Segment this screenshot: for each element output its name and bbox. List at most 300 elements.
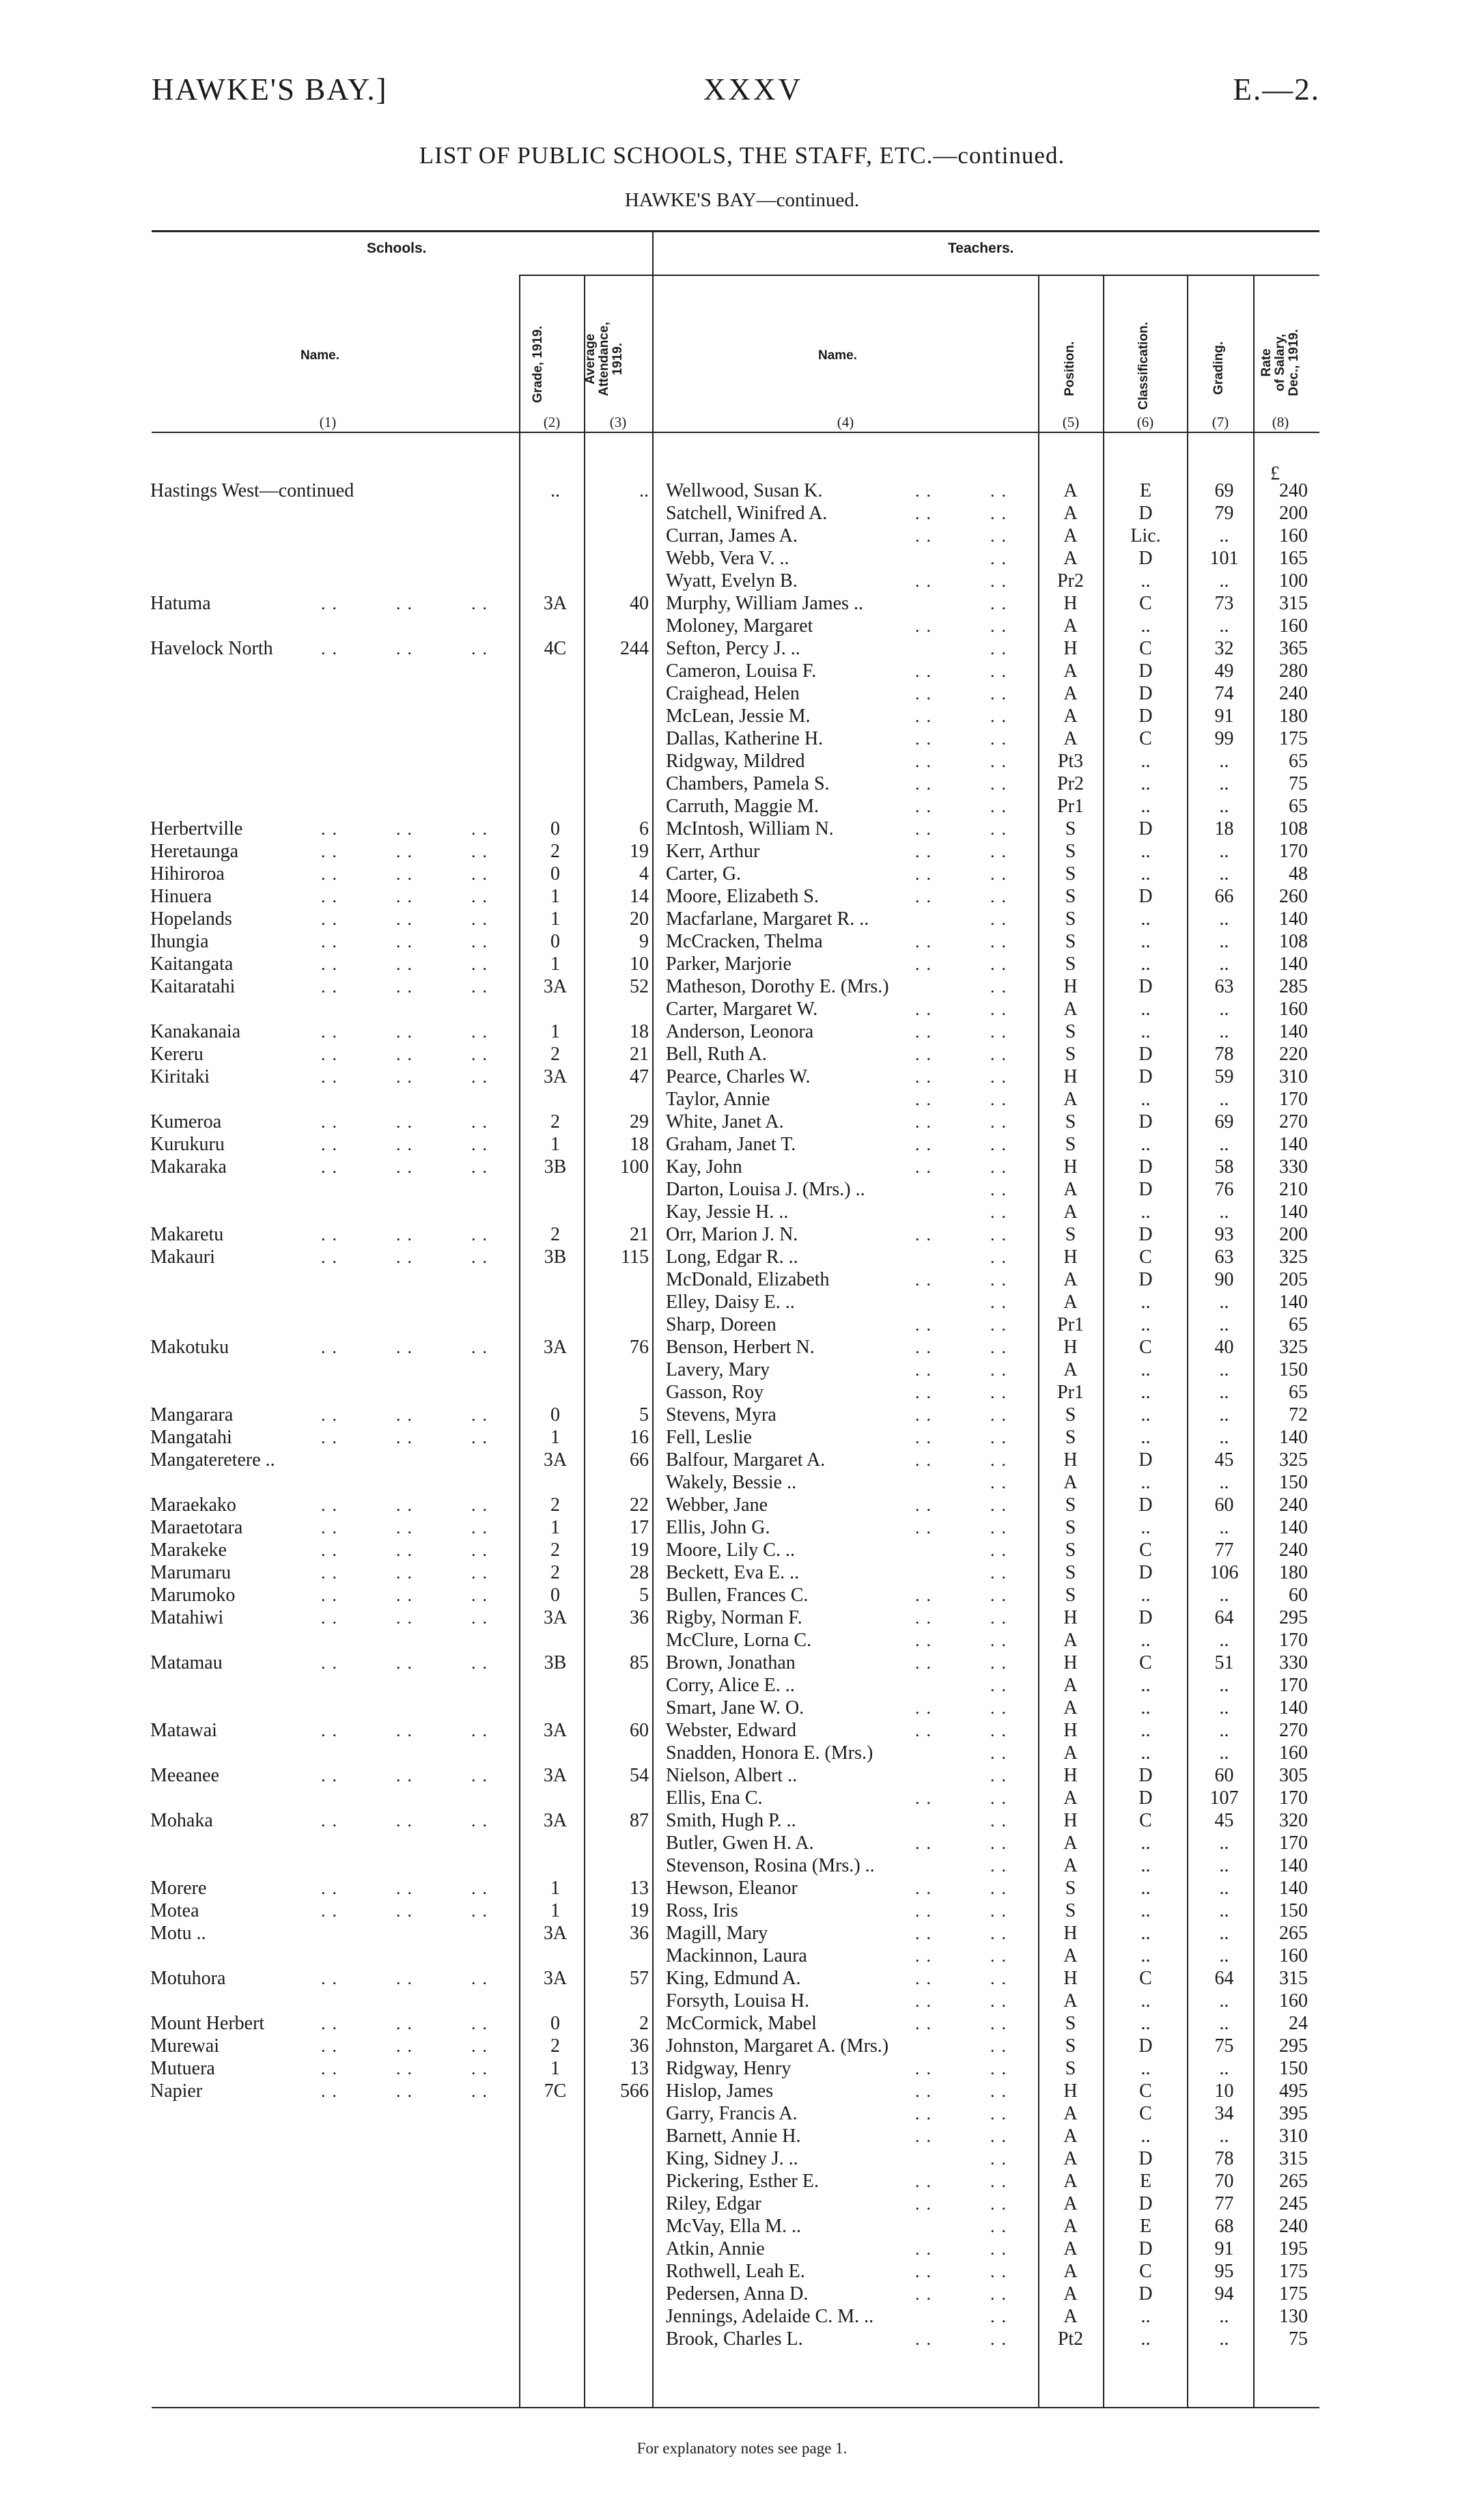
grading-cell: .. (1219, 1292, 1229, 1313)
leader-dots: .. (915, 1022, 938, 1042)
school-name-cell: Marumoko (150, 1585, 236, 1606)
table-row (0, 1742, 1484, 1764)
leader-dots: .. (471, 864, 494, 884)
leader-dots: .. (471, 841, 494, 861)
grade-cell: 1 (550, 1900, 560, 1921)
grading-cell: 77 (1214, 1540, 1234, 1561)
classification-cell: .. (1140, 1427, 1151, 1448)
leader-dots: .. (915, 1901, 938, 1921)
attendance-cell: 28 (630, 1562, 649, 1583)
table-row (0, 1449, 1484, 1471)
attendance-cell: .. (639, 480, 649, 501)
table-row (0, 2238, 1484, 2260)
leader-dots: .. (396, 1405, 419, 1425)
school-name-cell: Mutuera (150, 2058, 215, 2079)
grade-cell: 3A (543, 593, 568, 614)
leader-dots: .. (990, 616, 1013, 636)
salary-cell: 170 (1279, 1089, 1308, 1110)
classification-cell: D (1138, 1765, 1153, 1786)
leader-dots: .. (396, 887, 419, 906)
leader-dots: .. (915, 1991, 938, 2011)
teacher-name-cell: Gasson, Roy (666, 1382, 764, 1403)
leader-dots: .. (990, 2104, 1013, 2123)
teacher-name-cell: Webster, Edward (666, 1720, 796, 1741)
leader-dots: .. (915, 616, 938, 636)
teacher-name-cell: Ross, Iris (666, 1900, 738, 1921)
classification-cell: .. (1140, 1089, 1151, 1110)
salary-cell: 240 (1279, 480, 1308, 501)
position-cell: S (1065, 1224, 1076, 1245)
school-name-cell: Kiritaki (150, 1066, 210, 1087)
table-row (0, 2328, 1484, 2350)
teacher-name-cell: McVay, Ella M. .. (666, 2216, 802, 2237)
leader-dots: .. (915, 1337, 938, 1357)
position-cell: S (1065, 1111, 1076, 1132)
currency-symbol: £ (1270, 463, 1280, 484)
salary-cell: 160 (1279, 999, 1308, 1020)
table-row (0, 1899, 1484, 1922)
grade-cell: 1 (550, 908, 560, 930)
classification-cell: D (1138, 2283, 1153, 2304)
grading-cell: .. (1219, 2328, 1229, 2350)
leader-dots: .. (990, 1563, 1013, 1583)
leader-dots: .. (915, 2261, 938, 2281)
teacher-name-cell: Stevens, Myra (666, 1404, 776, 1425)
classification-cell: .. (1140, 999, 1151, 1020)
grading-cell: .. (1219, 1359, 1229, 1380)
column-number: (4) (837, 414, 854, 430)
table-row (0, 1471, 1484, 1494)
attendance-cell: 19 (630, 1900, 649, 1921)
leader-dots: .. (990, 1157, 1013, 1177)
teacher-name-cell: Elley, Daisy E. .. (666, 1292, 795, 1313)
school-name-cell: Heretaunga (150, 841, 239, 862)
classification-cell: .. (1140, 908, 1151, 930)
classification-cell: C (1139, 593, 1152, 614)
leader-dots: .. (990, 1878, 1013, 1898)
attendance-cell: 76 (630, 1337, 649, 1358)
attendance-cell: 60 (630, 1720, 649, 1741)
table-row (0, 1629, 1484, 1652)
salary-cell: 160 (1279, 1945, 1308, 1966)
classification-cell: .. (1140, 2328, 1151, 2350)
salary-heading-line: Rate (1259, 348, 1274, 377)
grading-cell: .. (1219, 1675, 1229, 1696)
school-name-cell: Ihungia (150, 931, 209, 952)
teacher-name-cell: Wakely, Bessie .. (666, 1472, 797, 1493)
school-name-heading: Name. (300, 348, 340, 363)
grading-cell: .. (1219, 1697, 1229, 1718)
salary-cell: 200 (1279, 503, 1308, 524)
leader-dots: .. (471, 1022, 494, 1042)
leader-dots: .. (396, 2081, 419, 2101)
leader-dots: .. (321, 819, 344, 839)
teacher-name-cell: Pickering, Esther E. (666, 2171, 819, 2192)
position-cell: A (1063, 615, 1078, 637)
position-cell: S (1065, 1021, 1076, 1042)
leader-dots: .. (396, 2036, 419, 2056)
leader-dots: .. (915, 1878, 938, 1898)
grading-cell: .. (1219, 1833, 1229, 1854)
leader-dots: .. (915, 1270, 938, 1290)
grading-cell: 10 (1214, 2080, 1234, 2102)
leader-dots: .. (990, 1247, 1013, 1267)
teacher-name-cell: Barnett, Annie H. (666, 2126, 801, 2147)
leader-dots: .. (915, 819, 938, 839)
grading-cell: 49 (1214, 660, 1234, 682)
salary-cell: 72 (1289, 1404, 1308, 1425)
leader-dots: .. (990, 1743, 1013, 1763)
teacher-name-cell: Darton, Louisa J. (Mrs.) .. (666, 1179, 865, 1200)
column-number: (5) (1062, 414, 1080, 430)
position-heading: Position. (1063, 341, 1077, 396)
leader-dots: .. (396, 1518, 419, 1537)
salary-cell: 315 (1279, 1968, 1308, 1989)
school-name-cell: Murewai (150, 2035, 220, 2057)
leader-dots: .. (321, 1811, 344, 1830)
table-row (0, 1539, 1484, 1561)
classification-cell: D (1138, 976, 1153, 997)
leader-dots: .. (915, 1968, 938, 1988)
teacher-name-cell: Benson, Herbert N. (666, 1337, 815, 1358)
salary-cell: 270 (1279, 1720, 1308, 1741)
leader-dots: .. (990, 909, 1013, 929)
leader-dots: .. (915, 999, 938, 1019)
grade-cell: 0 (550, 818, 560, 839)
leader-dots: .. (990, 571, 1013, 591)
attendance-cell: 19 (630, 1540, 649, 1561)
position-cell: H (1063, 1066, 1078, 1087)
salary-cell: 240 (1279, 1494, 1308, 1516)
leader-dots: .. (915, 1134, 938, 1154)
position-cell: H (1063, 976, 1078, 997)
leader-dots: .. (396, 1044, 419, 1064)
classification-cell: .. (1140, 751, 1151, 772)
classification-cell: D (1138, 2148, 1153, 2169)
salary-cell: 195 (1279, 2238, 1308, 2259)
classification-cell: .. (1140, 1742, 1151, 1764)
attendance-cell: 18 (630, 1021, 649, 1042)
leader-dots: .. (990, 1360, 1013, 1380)
leader-dots: .. (915, 1608, 938, 1628)
classification-cell: C (1139, 2103, 1152, 2124)
leader-dots: .. (471, 1247, 494, 1267)
classification-cell: C (1139, 2261, 1152, 2282)
page-title: LIST OF PUBLIC SCHOOLS, THE STAFF, ETC.—continued. (419, 142, 1065, 169)
leader-dots: .. (990, 954, 1013, 974)
leader-dots: .. (321, 1563, 344, 1583)
leader-dots: .. (471, 639, 494, 658)
classification-cell: .. (1140, 2013, 1151, 2034)
leader-dots: .. (396, 977, 419, 997)
leader-dots: .. (471, 1585, 494, 1605)
position-cell: A (1063, 548, 1078, 569)
grade-cell: 2 (550, 1224, 560, 1245)
classification-cell: C (1139, 1968, 1152, 1989)
position-cell: S (1065, 1540, 1076, 1561)
leader-dots: .. (990, 729, 1013, 749)
classification-cell: Lic. (1130, 525, 1161, 546)
teacher-name-cell: Carter, Margaret W. (666, 999, 818, 1020)
teacher-name-cell: Snadden, Honora E. (Mrs.) (666, 1742, 873, 1764)
table-row (0, 2215, 1484, 2238)
grading-cell: 91 (1214, 706, 1234, 727)
classification-cell: .. (1140, 615, 1151, 637)
attendance-cell: 85 (630, 1652, 649, 1673)
leader-dots: .. (321, 864, 344, 884)
classification-cell: .. (1140, 1359, 1151, 1380)
attendance-cell: 36 (630, 1607, 649, 1628)
leader-dots: .. (396, 909, 419, 929)
grading-cell: 78 (1214, 1044, 1234, 1065)
position-cell: A (1063, 1742, 1078, 1764)
salary-cell: 180 (1279, 706, 1308, 727)
grading-cell: .. (1219, 1427, 1229, 1448)
salary-cell: 140 (1279, 1292, 1308, 1313)
leader-dots: .. (396, 1878, 419, 1898)
school-name-cell: Hihiroroa (150, 863, 225, 885)
grading-cell: .. (1219, 2306, 1229, 2327)
teacher-name-cell: Rothwell, Leah E. (666, 2261, 805, 2282)
position-cell: H (1063, 1449, 1078, 1471)
grading-cell: 101 (1209, 548, 1239, 569)
salary-cell: 310 (1279, 2126, 1308, 2147)
grading-cell: .. (1219, 1990, 1229, 2011)
grade-cell: 1 (550, 1878, 560, 1899)
teacher-name-cell: Balfour, Margaret A. (666, 1449, 826, 1471)
table-row (0, 772, 1484, 795)
teacher-name-cell: Garry, Francis A. (666, 2103, 798, 2124)
school-name-cell: Matahiwi (150, 1607, 224, 1628)
position-cell: H (1063, 1246, 1078, 1268)
position-cell: S (1065, 1427, 1076, 1448)
leader-dots: .. (915, 1653, 938, 1673)
table-row (0, 2012, 1484, 2035)
attendance-cell: 21 (630, 1224, 649, 1245)
school-name-cell: Motu .. (150, 1923, 206, 1944)
leader-dots: .. (915, 1518, 938, 1537)
grading-cell: 45 (1214, 1810, 1234, 1831)
classification-cell: .. (1140, 1878, 1151, 1899)
leader-dots: .. (321, 932, 344, 951)
table-row (0, 660, 1484, 682)
position-cell: H (1063, 1652, 1078, 1673)
position-cell: A (1063, 1945, 1078, 1966)
grade-cell: 2 (550, 1111, 560, 1132)
table-row (0, 547, 1484, 570)
leader-dots: .. (990, 2171, 1013, 2191)
grade-cell: 1 (550, 1021, 560, 1042)
leader-dots: .. (990, 1473, 1013, 1492)
leader-dots: .. (915, 1698, 938, 1718)
position-cell: A (1063, 1472, 1078, 1493)
position-cell: A (1063, 999, 1078, 1020)
table-row (0, 1201, 1484, 1223)
leader-dots: .. (321, 1067, 344, 1087)
position-cell: S (1065, 1404, 1076, 1425)
teacher-name-cell: Wellwood, Susan K. (666, 480, 823, 501)
position-cell: S (1065, 931, 1076, 952)
teacher-name-cell: Ridgway, Mildred (666, 751, 805, 772)
classification-cell: .. (1140, 1855, 1151, 1876)
leader-dots: .. (471, 2081, 494, 2101)
grading-cell: 58 (1214, 1156, 1234, 1178)
leader-dots: .. (396, 1721, 419, 1740)
table-row (0, 998, 1484, 1020)
table-row (0, 1133, 1484, 1156)
classification-cell: .. (1140, 1923, 1151, 1944)
attendance-cell: 29 (630, 1111, 649, 1132)
salary-cell: 295 (1279, 2035, 1308, 2057)
leader-dots: .. (396, 1225, 419, 1244)
teacher-name-cell: Chambers, Pamela S. (666, 773, 830, 794)
table-row (0, 1652, 1484, 1674)
grade-cell: 2 (550, 841, 560, 862)
teacher-name-cell: Lavery, Mary (666, 1359, 770, 1380)
salary-cell: 200 (1279, 1224, 1308, 1245)
position-cell: S (1065, 1134, 1076, 1155)
table-row (0, 2125, 1484, 2147)
classification-cell: D (1138, 1111, 1153, 1132)
table-row (0, 479, 1484, 502)
table-row (0, 1990, 1484, 2012)
position-cell: A (1063, 480, 1078, 501)
position-cell: A (1063, 1833, 1078, 1854)
salary-cell: 65 (1289, 796, 1308, 817)
attendance-heading-line: Attendance, (597, 322, 611, 396)
leader-dots: .. (471, 1067, 494, 1087)
teachers-group-label: Teachers. (948, 240, 1014, 256)
grading-cell: .. (1219, 1855, 1229, 1876)
grade-cell: 3A (543, 1720, 568, 1741)
teacher-name-cell: Beckett, Eva E. .. (666, 1562, 800, 1583)
leader-dots: .. (321, 1495, 344, 1515)
leader-dots: .. (990, 1202, 1013, 1222)
leader-dots: .. (396, 864, 419, 884)
classification-cell: .. (1140, 1382, 1151, 1403)
grading-cell: .. (1219, 1900, 1229, 1921)
classification-cell: D (1138, 2193, 1153, 2214)
school-name-cell: Marakeke (150, 1540, 227, 1561)
table-row (0, 1066, 1484, 1088)
classification-cell: .. (1140, 1720, 1151, 1741)
leader-dots: .. (471, 1225, 494, 1244)
leader-dots: .. (915, 887, 938, 906)
table-row (0, 1111, 1484, 1133)
classification-cell: D (1138, 886, 1153, 907)
table-row (0, 615, 1484, 637)
leader-dots: .. (990, 661, 1013, 681)
salary-cell: 320 (1279, 1810, 1308, 1831)
leader-dots: .. (396, 1495, 419, 1515)
position-cell: S (1065, 953, 1076, 975)
table-row (0, 1787, 1484, 1809)
salary-cell: 265 (1279, 2171, 1308, 2192)
teacher-name-cell: Nielson, Albert .. (666, 1765, 798, 1786)
grading-cell: 45 (1214, 1449, 1234, 1471)
salary-cell: 140 (1279, 1201, 1308, 1223)
table-row (0, 930, 1484, 953)
teacher-name-cell: Ridgway, Henry (666, 2058, 792, 2079)
column-number: (3) (609, 414, 627, 430)
grade-cell: 3A (543, 976, 568, 997)
grade-cell: 3A (543, 1968, 568, 1989)
leader-dots: .. (915, 2284, 938, 2304)
grade-cell: 3B (544, 1156, 567, 1178)
grading-cell: 79 (1214, 503, 1234, 524)
grading-cell: 60 (1214, 1765, 1234, 1786)
salary-cell: 140 (1279, 1855, 1308, 1876)
grading-cell: .. (1219, 1404, 1229, 1425)
teacher-name-cell: Smith, Hugh P. .. (666, 1810, 796, 1831)
school-name-cell: Kurukuru (150, 1134, 225, 1155)
leader-dots: .. (321, 841, 344, 861)
leader-dots: .. (321, 1405, 344, 1425)
leader-dots: .. (915, 796, 938, 816)
leader-dots: .. (396, 1766, 419, 1785)
salary-cell: 140 (1279, 1697, 1308, 1718)
attendance-cell: 20 (630, 908, 649, 930)
table-row (0, 1922, 1484, 1945)
teacher-name-cell: Hislop, James (666, 2080, 774, 2102)
teacher-name-cell: Wyatt, Evelyn B. (666, 570, 798, 591)
salary-cell: 245 (1279, 2193, 1308, 2214)
leader-dots: .. (471, 1112, 494, 1132)
salary-cell: 170 (1279, 841, 1308, 862)
teacher-name-cell: McLean, Jessie M. (666, 706, 811, 727)
table-row (0, 1313, 1484, 1336)
table-row (0, 953, 1484, 975)
leader-dots: .. (471, 1968, 494, 1988)
position-cell: H (1063, 638, 1078, 659)
leader-dots: .. (990, 1450, 1013, 1470)
teacher-name-cell: Bullen, Frances C. (666, 1585, 809, 1606)
leader-dots: .. (990, 2014, 1013, 2033)
salary-heading-line: Dec., 1919. (1287, 329, 1301, 396)
salary-cell: 140 (1279, 1517, 1308, 1538)
leader-dots: .. (915, 503, 938, 523)
grading-cell: 74 (1214, 683, 1234, 704)
leader-dots: .. (471, 1405, 494, 1425)
leader-dots: .. (471, 819, 494, 839)
classification-cell: C (1139, 1810, 1152, 1831)
leader-dots: .. (990, 503, 1013, 523)
teacher-name-cell: Johnston, Margaret A. (Mrs.) (666, 2035, 889, 2057)
leader-dots: .. (990, 548, 1013, 568)
leader-dots: .. (471, 887, 494, 906)
classification-cell: E (1139, 2171, 1152, 2192)
leader-dots: .. (471, 1811, 494, 1830)
attendance-cell: 6 (639, 818, 649, 839)
position-cell: S (1065, 2058, 1076, 2079)
classification-cell: .. (1140, 1472, 1151, 1493)
table-row (0, 1020, 1484, 1043)
grading-heading: Grading. (1212, 341, 1226, 395)
classification-cell: .. (1140, 1990, 1151, 2011)
leader-dots: .. (321, 1044, 344, 1064)
salary-cell: 100 (1279, 570, 1308, 591)
leader-dots: .. (915, 1315, 938, 1335)
classification-cell: D (1138, 683, 1153, 704)
salary-cell: 170 (1279, 1787, 1308, 1809)
position-cell: H (1063, 1968, 1078, 1989)
position-cell: A (1063, 2103, 1078, 2124)
teacher-name-cell: McDonald, Elizabeth (666, 1269, 830, 1290)
leader-dots: .. (915, 661, 938, 681)
school-name-cell: Mount Herbert (150, 2013, 265, 2034)
grading-cell: 107 (1209, 1787, 1239, 1809)
leader-dots: .. (915, 2194, 938, 2214)
